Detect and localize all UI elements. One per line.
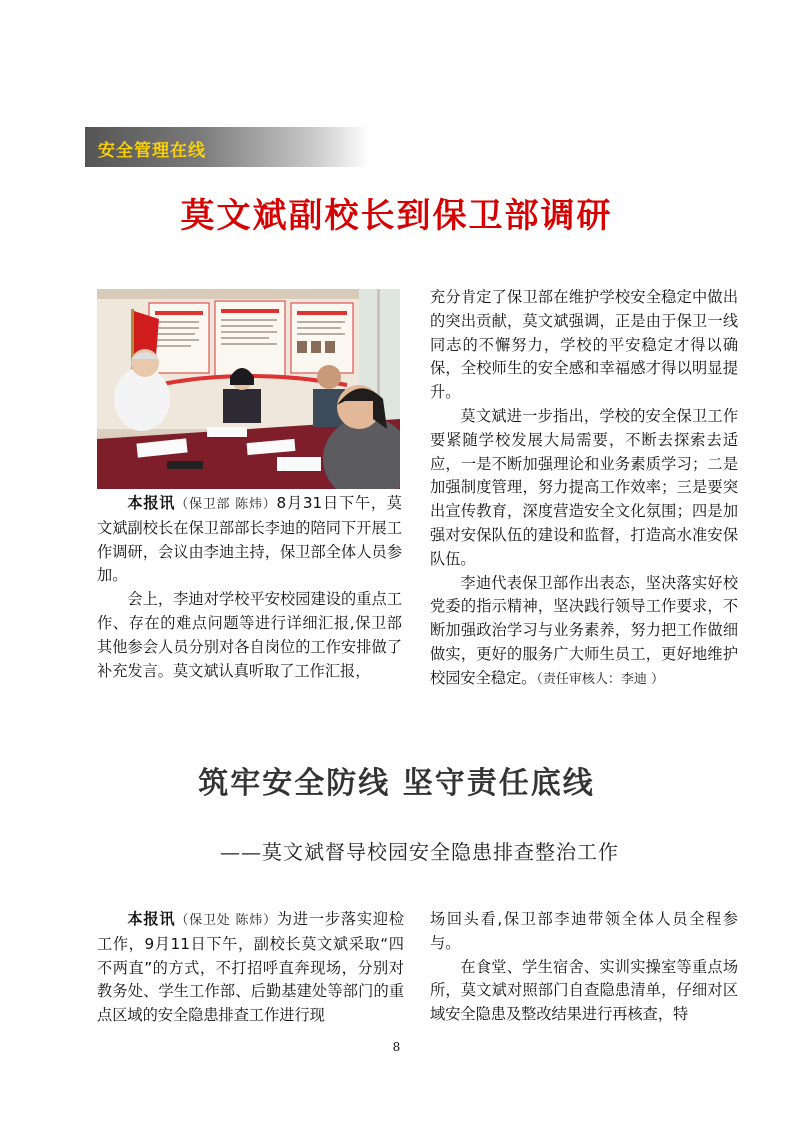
article1-right-column [430,286,738,692]
article1-paragraph [430,572,738,692]
report-source: （保卫处 陈炜） [175,913,277,928]
article1-paragraph: 会上，李迪对学校平安校园建设的重点工作、存在的难点问题等进行详细汇报,保卫部其他参会人员分别对各自岗位的工作安排做了补充发言。莫文斌认真听取了工作汇报， [97,590,402,680]
meeting-photo-illustration [97,289,400,489]
reviewer-note: （责任审核人：李迪 ） [536,671,664,687]
article2-paragraph: 场回头看,保卫部李迪带领全体人员全程参与。 [430,910,738,952]
article2-right-column [430,908,738,1027]
article1-title: 莫文斌副校长到保卫部调研 [180,196,613,236]
meeting-photo [97,289,400,489]
lead-text: 为进一步落实迎检工作，9月11日下午，副校长莫文斌采取“四不两直”的方式，不打招呼直奔现场，分别对教务处、学生工作部、后勤基建处等部门的重点区域的安全隐患排查工作进行现 [97,910,405,1025]
article1-lead-paragraph [97,492,402,588]
report-keyword: 本报讯 [127,910,176,928]
article1-paragraph: 充分肯定了保卫部在维护学校安全稳定中做出的突出贡献，莫文斌强调，正是由于保卫一线同志的不懈努力，学校的平安稳定才得以确保，全校师生的安全感和幸福感才得以明显提升。 [430,288,738,402]
page-number: 8 [392,1040,401,1054]
closing-text: 李迪代表保卫部作出表态，坚决落实好校党委的指示精神，坚决践行领导工作要求，不断加强政治学习与业务素养，努力把工作做细做实，更好的服务广大师生员工，更好地维护校园安全稳定。 [430,573,738,687]
lead-text: 8月31日下午，莫文斌副校长在保卫部部长李迪的陪同下开展工作调研，会议由李迪主持，保卫部全体人员参加。 [97,494,402,585]
article2-subtitle: ——莫文斌督导校园安全隐患排查整治工作 [220,840,619,864]
article2-paragraph: 在食堂、学生宿舍、实训实操室等重点场所，莫文斌对照部门自查隐患清单，仔细对区域安全隐患及整改结果进行再核查，特 [430,957,738,1024]
section-banner [85,127,370,167]
report-source: （保卫部 陈炜） [175,497,277,512]
article2-title: 筑牢安全防线 坚守责任底线 [198,766,595,801]
article1-left-column [97,492,402,683]
report-keyword: 本报讯 [127,494,176,512]
article2-left-column [97,908,404,1028]
article2-lead-paragraph [97,908,404,1028]
section-label: 安全管理在线 [98,141,206,161]
article1-paragraph: 莫文斌进一步指出，学校的安全保卫工作要紧随学校发展大局需要，不断去探索去适应，一是不断加强理论和业务素质学习；二是加强制度管理，努力提高工作效率；三是要突出宣传教育，深度营造安全文化氛围；四是加强对安保队伍的建设和监督，打造高水准安保队伍。 [430,406,738,568]
